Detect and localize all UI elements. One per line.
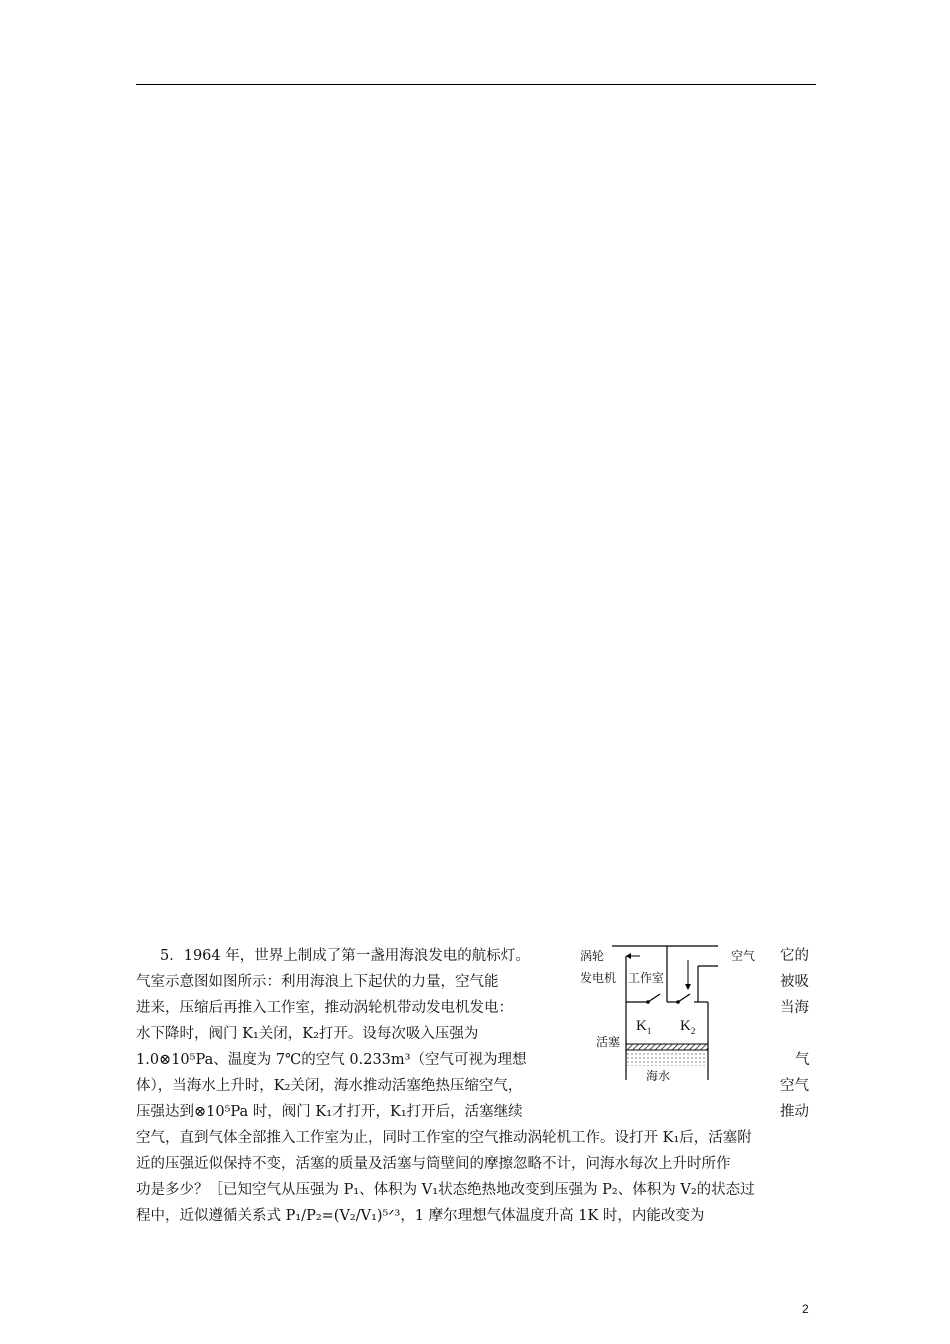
text-line-4: 水下降时，阀门 K₁关闭，K₂打开。设每次吸入压强为 <box>136 1026 479 1042</box>
header-rule <box>136 84 816 85</box>
turbine-label: 涡轮 <box>580 949 605 963</box>
right-fragment-4: 气 <box>795 1052 810 1068</box>
right-fragment-3: 当海 <box>780 1000 809 1016</box>
page-number: 2 <box>802 1302 809 1316</box>
text-line-9: 近的压强近似保持不变，活塞的质量及活塞与筒壁间的摩擦忽略不计，问海水每次上升时所作 <box>136 1156 731 1172</box>
right-fragment-1: 它的 <box>780 948 809 964</box>
generator-label: 发电机 <box>580 971 617 985</box>
outlet-arrow-head <box>626 953 631 959</box>
valve-k1-hinge <box>646 1000 650 1004</box>
right-fragment-5: 空气 <box>780 1078 809 1094</box>
k1-label: $K_1$ <box>636 1018 652 1036</box>
seawater-label: 海水 <box>646 1069 671 1083</box>
text-line-1: 5．1964 年，世界上制成了第一盏用海浪发电的航标灯。 <box>160 948 530 964</box>
inlet-arrow-head <box>685 984 691 990</box>
right-fragment-6: 推动 <box>780 1104 809 1120</box>
text-line-10: 功是多少？［已知空气从压强为 P₁、体积为 V₁状态绝热地改变到压强为 P₂、体积为 V₂的状态过 <box>136 1182 755 1198</box>
text-line-6: 体），当海水上升时，K₂关闭，海水推动活塞绝热压缩空气， <box>136 1078 523 1094</box>
text-line-8: 空气，直到气体全部推入工作室为止，同时工作室的空气推动涡轮机工作。设打开 K₁后，活塞附 <box>136 1130 752 1146</box>
text-line-3: 进来，压缩后再推入工作室，推动涡轮机带动发电机发电： <box>136 1000 513 1016</box>
k2-label: $K_2$ <box>680 1018 696 1036</box>
valve-k2 <box>678 994 690 1002</box>
valve-k1 <box>648 994 660 1002</box>
text-line-11: 程中，近似遵循关系式 P₁/P₂=(V₂/V₁)⁵ᐟ³，1 摩尔理想气体温度升高 1K 时，内能改变为 <box>136 1208 705 1224</box>
valve-k2-hinge <box>676 1000 680 1004</box>
right-fragment-2: 被吸 <box>780 974 809 990</box>
piston-label: 活塞 <box>596 1035 621 1049</box>
text-line-7: 压强达到⊗10⁵Pa 时，阀门 K₁才打开，K₁打开后，活塞继续 <box>136 1104 523 1120</box>
air-chamber-diagram <box>578 940 756 1090</box>
text-line-5: 1.0⊗10⁵Pa、温度为 7℃的空气 0.233m³（空气可视为理想 <box>136 1052 527 1068</box>
text-line-2: 气室示意图如图所示：利用海浪上下起伏的力量，空气能 <box>136 974 499 990</box>
seawater-fill <box>626 1050 708 1066</box>
piston <box>626 1044 708 1050</box>
workroom-label: 工作室 <box>628 971 665 985</box>
air-label: 空气 <box>731 949 756 963</box>
